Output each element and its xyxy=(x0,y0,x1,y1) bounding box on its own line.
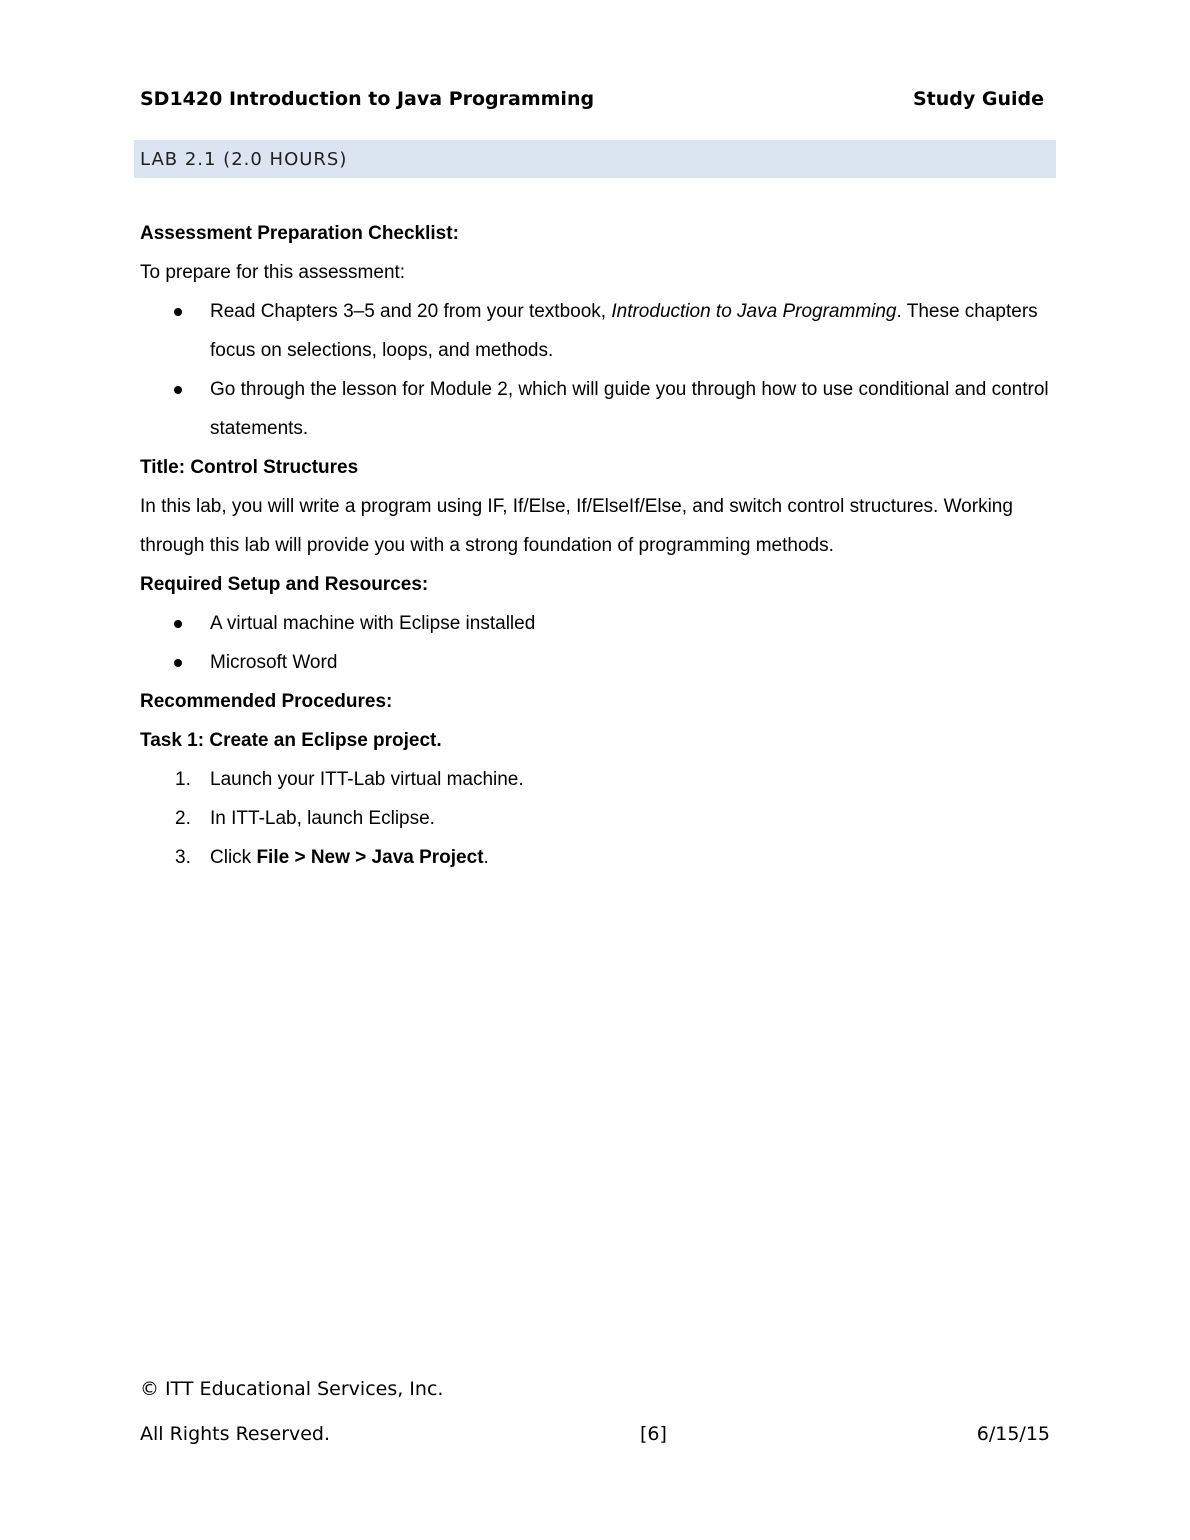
lab-title: LAB 2.1 (2.0 HOURS) xyxy=(140,148,348,170)
lab-title-line: Title: Control Structures xyxy=(140,457,359,478)
checklist-item-1-text: Read Chapters 3–5 and 20 from your textbook, xyxy=(210,301,612,322)
list-item xyxy=(140,292,1052,370)
footer-copyright: © ITT Educational Services, Inc. xyxy=(140,1378,444,1400)
step-text: Launch your ITT-Lab virtual machine. xyxy=(210,769,524,790)
lab-description: In this lab, you will write a program using IF, If/Else, If/ElseIf/Else, and switch control structures. Working through this lab will provide you with a strong foundation of programming methods. xyxy=(140,496,1013,556)
procedures-heading: Recommended Procedures: xyxy=(140,691,393,712)
footer-date: 6/15/15 xyxy=(976,1423,1050,1445)
course-title: SD1420 Introduction to Java Programming xyxy=(140,88,595,110)
bullet-icon xyxy=(174,620,182,628)
list-item xyxy=(140,799,1052,838)
step-text-suffix: . xyxy=(483,847,489,868)
checklist-item-2-text: Go through the lesson for Module 2, which will guide you through how to use conditional and control statements. xyxy=(210,379,1049,439)
step-text-prefix: Click xyxy=(210,847,257,868)
list-item xyxy=(140,760,1052,799)
step-number: 1. xyxy=(175,769,191,790)
checklist-list xyxy=(140,292,1052,448)
menu-path: File > New > Java Project xyxy=(256,847,484,868)
bullet-icon xyxy=(174,386,182,394)
step-number: 2. xyxy=(175,808,191,829)
setup-item-text: A virtual machine with Eclipse installed xyxy=(210,613,536,634)
lab-title-band xyxy=(134,140,1056,178)
list-item xyxy=(140,370,1052,448)
bullet-icon xyxy=(174,659,182,667)
page-header xyxy=(140,88,1044,110)
bullet-icon xyxy=(174,308,182,316)
step-number: 3. xyxy=(175,847,191,868)
page-footer xyxy=(140,1423,1050,1445)
step-text: In ITT-Lab, launch Eclipse. xyxy=(210,808,435,829)
setup-item-text: Microsoft Word xyxy=(210,652,338,673)
document-type: Study Guide xyxy=(912,88,1044,110)
checklist-intro: To prepare for this assessment: xyxy=(140,262,406,283)
checklist-heading: Assessment Preparation Checklist: xyxy=(140,223,459,244)
textbook-title: Introduction to Java Programming xyxy=(611,301,897,322)
document-body xyxy=(140,214,1052,877)
list-item xyxy=(140,838,1052,877)
setup-heading: Required Setup and Resources: xyxy=(140,574,429,595)
list-item xyxy=(140,604,1052,643)
checklist-item-1-rest: . These chapters focus on selections, loops, and methods. xyxy=(210,301,1038,361)
setup-list xyxy=(140,604,1052,682)
page-number: [6] xyxy=(639,1423,667,1445)
task-heading: Task 1: Create an Eclipse project. xyxy=(140,730,442,751)
task-steps xyxy=(140,760,1052,877)
footer-rights: All Rights Reserved. xyxy=(140,1423,331,1445)
list-item xyxy=(140,643,1052,682)
